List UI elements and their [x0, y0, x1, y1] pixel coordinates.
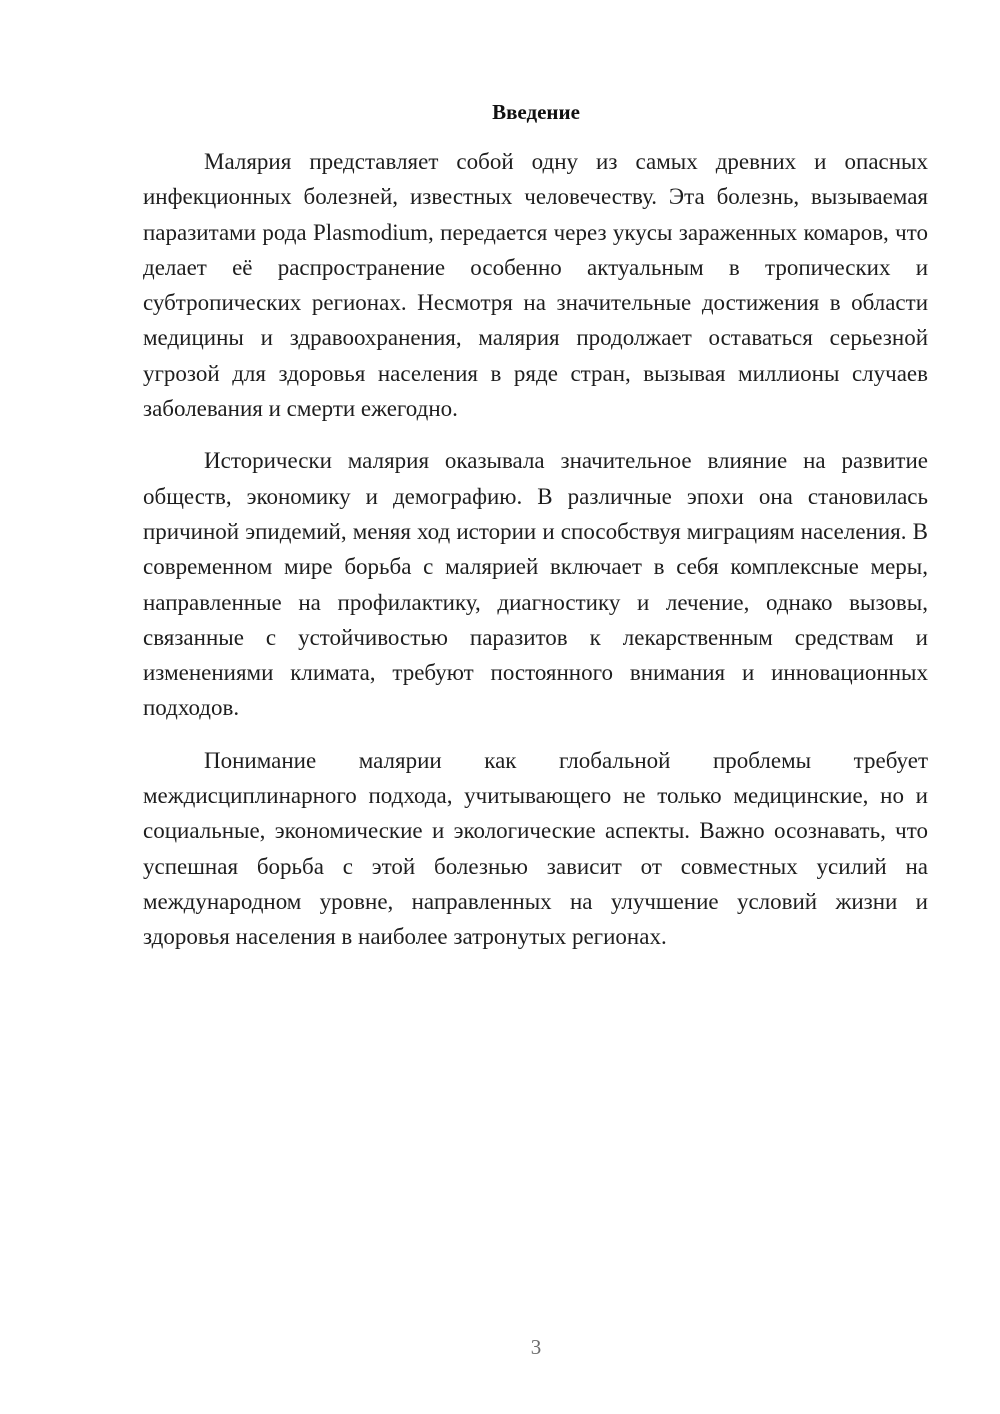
paragraph-1: Малярия представляет собой одну из самых древних и опасных инфекционных болезней, известных человечеству. Эта болезнь, вызываемая паразитами рода Plasmodium, передается через укусы зараженных комаров, что делает её распространение особенно актуальным в тропических и субтропических регионах. Несмотря на значительные достижения в области медицины и здравоохранения, малярия продолжает оставаться серьезной угрозой для здоровья населения в ряде стран, вызывая миллионы случаев заболевания и смерти ежегодно.: [143, 149, 928, 422]
document-body: [143, 144, 928, 972]
page-title: Введение: [492, 100, 580, 124]
paragraph-3: Понимание малярии как глобальной проблемы требует междисциплинарного подхода, учитывающего не только медицинские, но и социальные, экономические и экологические аспекты. Важно осознавать, что успешная борьба с этой болезнью зависит от совместных усилий на международном уровне, направленных на улучшение условий жизни и здоровья населения в наиболее затронутых регионах.: [143, 747, 928, 950]
page-number: 3: [530, 1335, 542, 1359]
paragraph-2: Исторически малярия оказывала значительное влияние на развитие обществ, экономику и демографию. В различные эпохи она становилась причиной эпидемий, меняя ход истории и способствуя миграциям населения. В современном мире борьба с малярией включает в себя комплексные меры, направленные на профилактику, диагностику и лечение, однако вызовы, связанные с устойчивостью паразитов к лекарственным средствам и изменениями климата, требуют постоянного внимания и инновационных подходов.: [143, 448, 928, 721]
